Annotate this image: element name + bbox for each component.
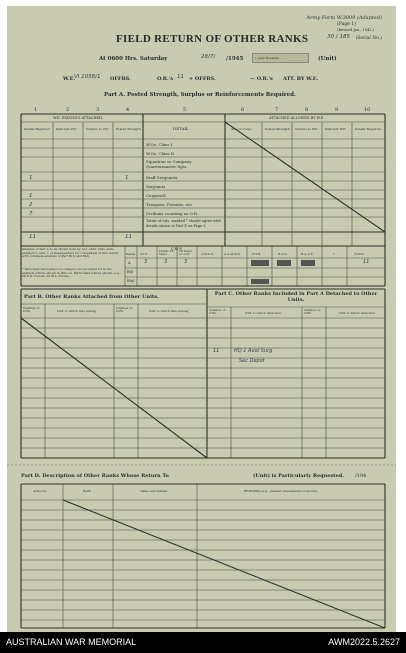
cmf-header: C.M.F.: [171, 247, 183, 251]
part-c-col: Unit to which detached.: [245, 311, 282, 315]
col-number: 8: [305, 107, 309, 113]
footer-right: AWM2022.5.2627: [328, 637, 400, 647]
serial-label: (Serial No.): [355, 36, 382, 41]
part-d-col: Rank: [83, 489, 91, 493]
unit-label: (Unit): [318, 56, 337, 62]
analysis-col: Detail: [126, 252, 136, 256]
redaction-block: [277, 260, 291, 266]
at-label: At 0600 Hrs. Saturday: [99, 56, 168, 62]
part-c-col: Number of O.Rs.: [209, 308, 226, 316]
sub-header: Details Required.: [355, 127, 382, 131]
analysis-col: R.A.A.F.: [301, 252, 314, 256]
serial-value: 30 / 185: [327, 34, 350, 40]
we-value: VI 1058/1: [74, 74, 101, 80]
part-b-col: Number of O.Rs.: [23, 306, 40, 314]
part-c-unit-2: Sec Depot: [239, 358, 265, 364]
part-c-col: Unit to which detached.: [339, 311, 376, 315]
sub-header: Deficient W.E.: [56, 127, 78, 131]
sub-header: Details Required.: [24, 127, 51, 131]
sub-header: Surplus to W.E.: [86, 127, 110, 131]
detail-row: W.Os. Class II.: [146, 151, 176, 156]
col-number: 7: [275, 107, 279, 113]
hand-value: 11: [29, 234, 36, 240]
analysis-col: CIVIL: [252, 252, 261, 256]
hand-value: 2: [29, 202, 33, 208]
redaction-block: [251, 279, 269, 284]
col-number: 9: [335, 107, 339, 113]
sub-header: Posted Strength.: [265, 127, 291, 131]
part-c-col: Number of O.Rs.: [304, 308, 321, 316]
detail-row: Totals of cols. marked * should agree with details shown in Part E on Page 3: [146, 219, 221, 228]
col-number: 5: [183, 107, 187, 113]
part-d-title: Part D. Description of Other Ranks Whose Return To: [21, 473, 169, 479]
sub-header: Arm or Corps: [231, 127, 252, 131]
analysis-col: A.A.M.W.S.: [224, 252, 241, 256]
detail-row: W.Os. Class I.: [146, 142, 174, 147]
or-value: 11: [177, 74, 184, 80]
or-label-2: — O.R.'s: [250, 76, 273, 82]
analysis-value: 11: [363, 259, 370, 265]
form-ruling: [7, 6, 396, 632]
hand-value: 11: [125, 234, 132, 240]
form-sheet: [7, 6, 396, 632]
part-b-col: Unit to which they belong: [149, 309, 189, 313]
part-d-col: REMARKS (e.g., present whereabouts if known).: [244, 489, 319, 493]
hand-value: 1: [29, 193, 33, 199]
analysis-value: 3: [164, 259, 168, 265]
analysis-row: B(ii): [127, 279, 135, 283]
offrs-label: OFFRS.: [110, 76, 131, 82]
part-d-col: Name and Initials.: [140, 489, 169, 493]
part-b-title: Part B. Other Ranks Attached from Other Units.: [24, 294, 159, 300]
revised-label: (Revised Jan., 1943.): [337, 28, 374, 32]
analysis-col: Under 19 Years: [159, 249, 174, 257]
part-c-number: 11: [213, 348, 220, 354]
or-label: O.R.'s: [157, 76, 174, 82]
part-a-title: Part A. Posted Strength, Surplus or Reinforcements Required.: [104, 92, 296, 98]
unit-stamp: 1 Aust Hospital...: [252, 53, 309, 63]
col-number: 2: [66, 107, 70, 113]
col-number: 6: [241, 107, 245, 113]
detail-row: Civilians counting as O.R.: [146, 211, 199, 216]
attached-allowed-header: ATTACHED ALLOWED BY W.E.: [269, 116, 325, 120]
col-number: 10: [364, 107, 371, 113]
page-label: (Page 1): [337, 22, 356, 27]
col-number: 3: [96, 107, 100, 113]
analysis-col: *: [333, 252, 335, 256]
analysis-note-2: * Personnel belonging to a category not provided for in the analysis will be shown in this col. Particulars will be shown, e.g., 38 U.K. Forces, 50 W.A. Forces.: [22, 267, 121, 279]
year-label: /1945: [226, 56, 244, 62]
analysis-row: A: [128, 261, 131, 265]
detail-row: Staff Sergeants: [146, 175, 178, 180]
col-number: 4: [126, 107, 130, 113]
footer-bar: [0, 632, 406, 653]
analysis-col: 19 Years or over: [179, 249, 193, 257]
detail-row: Troopers, Privates, etc.: [146, 202, 194, 207]
analysis-row: B(i): [127, 270, 134, 274]
redaction-block: [301, 260, 315, 266]
redaction-block: [251, 260, 269, 266]
col-number: 1: [34, 107, 38, 113]
hand-value: 1: [125, 175, 129, 181]
hand-value: 7: [29, 211, 33, 217]
date-value: 28/7/: [201, 54, 216, 60]
sub-header: Surplus to W.E.: [295, 127, 319, 131]
we-existing-header: W.E. EXISTING ATTACHED.: [53, 116, 103, 120]
detail-row: Corporals: [146, 193, 166, 198]
part-c-unit: HQ 1 Aust Surg: [234, 348, 273, 354]
detail-row: Squadron or Company Quartermaster Sgts.: [146, 159, 192, 169]
sub-header: Posted Strength.: [116, 127, 142, 131]
plus-offrs-label: + OFFRS.: [189, 76, 216, 82]
analysis-note: Analysis of Part A to be shown here by ALL units. Only units entitled to cars, 1 of headquarters for completion of this return with complete analysis of Part B(1) and B(ii).: [22, 247, 119, 259]
part-b-col: Unit to which they belong: [57, 309, 97, 313]
part-d-title-2: (Unit) is Particularly Requested.: [253, 473, 345, 479]
analysis-col: A.I.F.: [140, 252, 148, 256]
analysis-value: 3: [184, 259, 188, 265]
army-form-label: Army Form W.3009 (Adapted): [306, 15, 382, 21]
part-d-date: /194: [355, 473, 367, 479]
sub-header: Deficient W.E.: [325, 127, 347, 131]
analysis-col: R.A.N.: [278, 252, 288, 256]
form-title: FIELD RETURN OF OTHER RANKS: [116, 33, 309, 45]
analysis-col: TOTAL: [354, 252, 365, 256]
footer-left: AUSTRALIAN WAR MEMORIAL: [6, 637, 137, 647]
analysis-col: A.W.A.S.: [201, 252, 214, 256]
detail-header: DETAIL: [173, 126, 189, 131]
we-label: W.E.: [63, 76, 76, 82]
att-by-label: ATT. BY W.E.: [283, 76, 319, 82]
detail-row: Serjeants: [146, 184, 166, 189]
hand-value: 1: [29, 175, 33, 181]
analysis-value: 3: [144, 259, 148, 265]
part-b-col: Number of O.Rs.: [116, 306, 133, 314]
part-d-col: Army No.: [33, 489, 48, 493]
part-c-title: Part C. Other Ranks Included in Part A Detached to Other Units.: [214, 291, 378, 303]
